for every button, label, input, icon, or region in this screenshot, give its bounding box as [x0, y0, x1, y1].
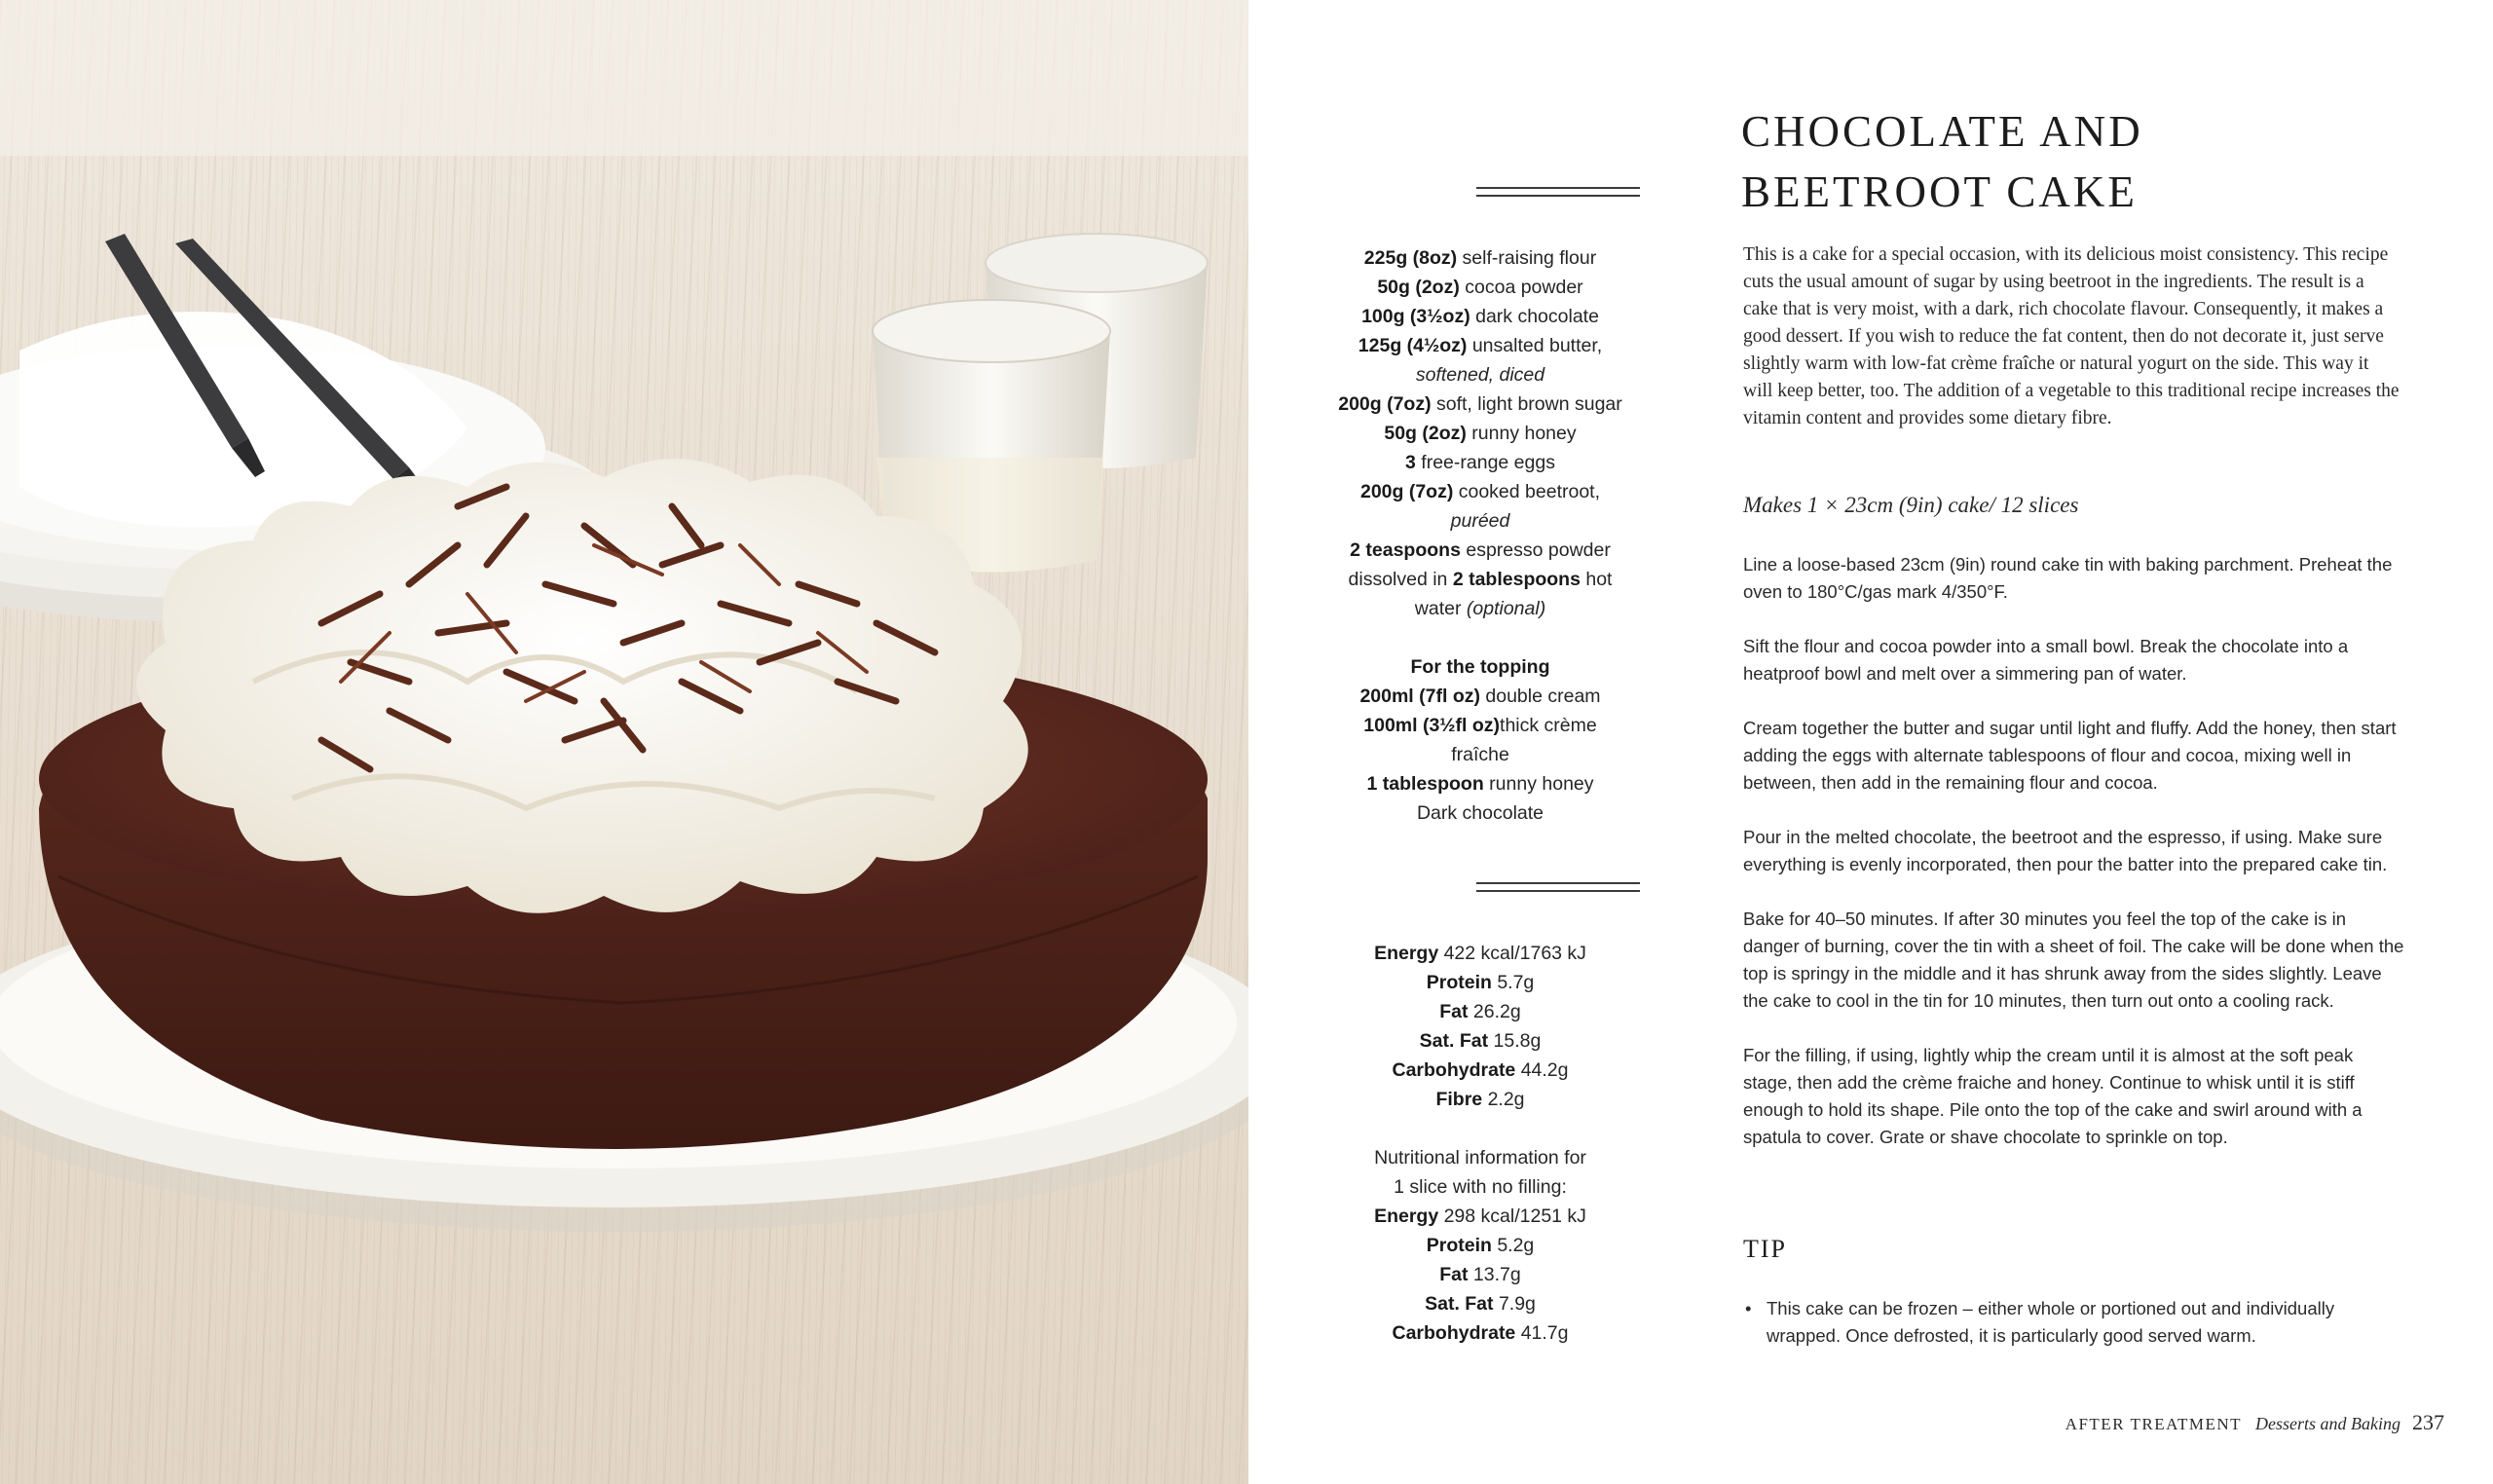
- nutrition-info: [1324, 939, 1636, 1348]
- footer-section: AFTER TREATMENT: [2065, 1415, 2243, 1433]
- page-footer: [2065, 1410, 2444, 1435]
- tip-list: [1743, 1295, 2405, 1350]
- method-steps: [1743, 551, 2405, 1178]
- method-step: For the filling, if using, lightly whip the cream until it is almost at the soft peak stage, then add the crème fraiche and honey. Continue to whisk until it is stiff enough to hold its shape. Pile onto the top of the cake and swirl around with a spatula to cover. Grate or shave chocolate to sprinkle on top.: [1743, 1045, 2363, 1147]
- nutrition-row: Carbohydrate 41.7g: [1392, 1322, 1569, 1344]
- ingredient-item: dissolved in 2 tablespoons hot: [1348, 569, 1613, 590]
- ingredient-item: 200g (7oz) cooked beetroot,: [1359, 481, 1601, 502]
- ingredient-item: 2 teaspoons espresso powder: [1350, 539, 1611, 561]
- nutrition-row: Fibre 2.2g: [1435, 1089, 1525, 1110]
- nutrition-row: Sat. Fat 7.9g: [1425, 1293, 1536, 1315]
- recipe-yield: Makes 1 × 23cm (9in) cake/ 12 slices: [1743, 493, 2079, 517]
- ingredients-list: [1324, 243, 1636, 828]
- tip-item: • This cake can be frozen – either whole or portioned out and individually wrapped. Once defrosted, it is particularly good served warm.: [1743, 1295, 2405, 1350]
- nutrition-row: Protein 5.2g: [1426, 1235, 1535, 1256]
- ingredient-item: softened, diced: [1415, 364, 1545, 386]
- nutrition-note: 1 slice with no filling:: [1394, 1176, 1567, 1198]
- recipe-title-line-2: BEETROOT CAKE: [1741, 167, 2138, 216]
- method-step: Bake for 40–50 minutes. If after 30 minutes you feel the top of the cake is in danger of burning, cover the tin with a sheet of foil. The cake will be done when the top is springy in the middle and it has shrunk away from the sides slightly. Leave the cake to cool in the tin for 10 minutes, then turn out onto a cooling rack.: [1743, 909, 2404, 1011]
- double-rule-middle: [1476, 882, 1640, 892]
- method-step: Pour in the melted chocolate, the beetroot and the espresso, if using. Make sure everything is evenly incorporated, then pour the batter into the prepared cake tin.: [1743, 827, 2388, 874]
- topping-item: 1 tablespoon runny honey: [1366, 773, 1594, 795]
- method-step: Cream together the butter and sugar until light and fluffy. Add the honey, then start adding the eggs with alternate tablespoons of flour and cocoa, mixing well in between, then add in the remaining flour and cocoa.: [1743, 718, 2397, 793]
- ingredient-item: 50g (2oz) runny honey: [1384, 423, 1577, 444]
- nutrition-row: Fat 26.2g: [1439, 1001, 1521, 1022]
- recipe-page: [1248, 0, 2493, 1484]
- ingredient-item: 100g (3½oz) dark chocolate: [1361, 306, 1599, 327]
- method-step: Line a loose-based 23cm (9in) round cake tin with baking parchment. Preheat the oven to 180°C/gas mark 4/350°F.: [1743, 554, 2393, 602]
- double-rule-top: [1476, 187, 1640, 197]
- background-blur: [0, 0, 1248, 156]
- nutrition-row: Sat. Fat 15.8g: [1419, 1030, 1542, 1052]
- recipe-intro: This is a cake for a special occasion, with its delicious moist consistency. This recipe cuts the usual amount of sugar by using beetroot in the ingredients. The result is a cake that is very moist, with a dark, rich chocolate flavour. Consequently, it makes a good dessert. If you wish to reduce the fat content, then do not decorate it, just serve slightly warm with low-fat crème fraîche or natural yogurt on the side. This way it will keep better, too. The addition of a vegetable to this traditional recipe increases the vitamin content and provides some dietary fibre.: [1743, 244, 2400, 428]
- page-number: 237: [2412, 1410, 2444, 1434]
- topping-item: 100ml (3½fl oz)thick crème: [1363, 715, 1597, 736]
- topping-item: 200ml (7fl oz) double cream: [1359, 686, 1601, 707]
- method-step: Sift the flour and cocoa powder into a small bowl. Break the chocolate into a heatproof bowl and melt over a simmering pan of water.: [1743, 636, 2349, 684]
- nutrition-row: Fat 13.7g: [1439, 1264, 1521, 1285]
- ingredient-item: 3 free-range eggs: [1405, 452, 1555, 473]
- nutrition-row: Energy 422 kcal/1763 kJ: [1374, 943, 1586, 964]
- ingredient-item: puréed: [1450, 510, 1510, 532]
- nutrition-row: Protein 5.7g: [1426, 972, 1535, 993]
- topping-item: Dark chocolate: [1416, 802, 1544, 824]
- ingredient-item: 125g (4½oz) unsalted butter,: [1358, 335, 1603, 356]
- ingredient-item: water (optional): [1414, 598, 1546, 619]
- tip-heading: TIP: [1743, 1235, 1787, 1263]
- cup-icon: [873, 234, 1208, 573]
- recipe-title-line-1: CHOCOLATE AND: [1741, 107, 2143, 156]
- topping-item: fraîche: [1451, 744, 1509, 765]
- ingredient-item: 225g (8oz) self-raising flour: [1363, 247, 1597, 269]
- nutrition-row: Carbohydrate 44.2g: [1392, 1059, 1569, 1081]
- nutrition-note: Nutritional information for: [1374, 1147, 1586, 1169]
- recipe-title: [1741, 101, 2143, 222]
- nutrition-row: Energy 298 kcal/1251 kJ: [1374, 1206, 1586, 1227]
- topping-heading: For the topping: [1410, 656, 1550, 678]
- footer-chapter: Desserts and Baking: [2255, 1414, 2400, 1433]
- ingredient-item: 50g (2oz) cocoa powder: [1377, 277, 1583, 298]
- ingredient-item: 200g (7oz) soft, light brown sugar: [1338, 393, 1622, 415]
